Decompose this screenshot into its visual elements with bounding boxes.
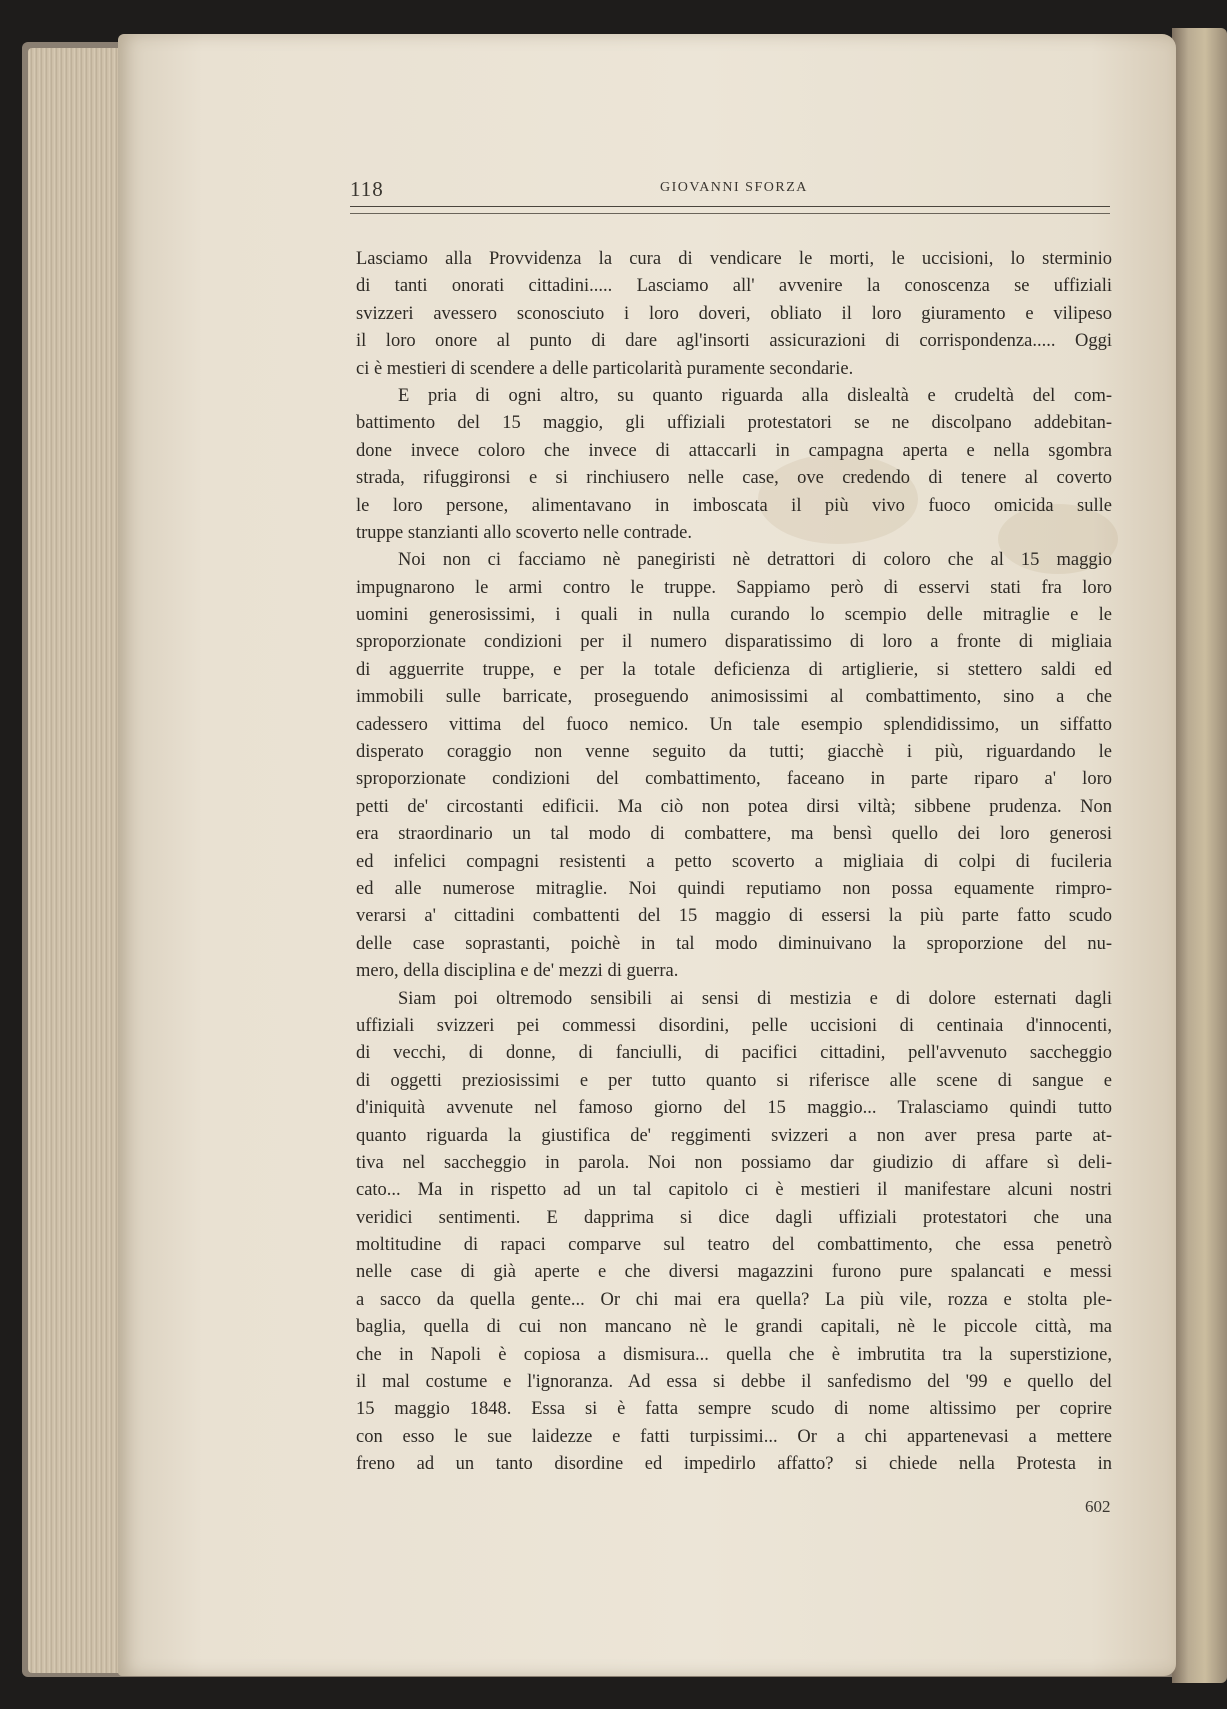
text-line: verarsi a' cittadini combattenti del 15 maggio di essersi la più parte fatto scudo [356, 906, 1112, 927]
text-line: cato... Ma in rispetto ad un tal capitolo ci è mestieri il manifestare alcuni nostri [356, 1180, 1112, 1201]
text-line: uffiziali svizzeri pei commessi disordini, pelle uccisioni di centinaia d'innocenti, [356, 1015, 1112, 1036]
text-line: di oggetti preziosissimi e per tutto quanto si riferisce alle scene di sangue e [356, 1070, 1112, 1091]
text-line: petti de' circostanti edificii. Ma ciò non potea dirsi viltà; sibbene prudenza. Non [356, 796, 1112, 817]
text-line: d'iniquità avvenute nel famoso giorno del 15 maggio... Tralasciamo quindi tutto [356, 1098, 1112, 1119]
text-line: di agguerrite truppe, e per la totale deficienza di artiglierie, si stettero saldi ed [356, 659, 1112, 680]
text-line: baglia, quella di cui non mancano nè le grandi capitali, nè le piccole città, ma [356, 1317, 1112, 1338]
facing-page-edge [1172, 28, 1227, 1683]
text-line: disperato coraggio non venne seguito da tutti; giacchè i più, riguardando le [356, 742, 1112, 763]
text-line: mero, della disciplina e de' mezzi di guerra. [356, 961, 679, 982]
text-line: il mal costume e l'ignoranza. Ad essa si debbe il sanfedismo del '99 e quello del [356, 1372, 1112, 1393]
text-line: ed infelici compagni resistenti a petto scoverto a migliaia di colpi di fucileria [356, 851, 1112, 872]
text-line: le loro persone, alimentavano in imboscata il più vivo fuoco omicida sulle [356, 495, 1112, 516]
text-line: tiva nel saccheggio in parola. Noi non possiamo dar giudizio di affare sì deli- [356, 1152, 1112, 1173]
text-line: ci è mestieri di scendere a delle particolarità puramente secondarie. [356, 358, 854, 379]
signature-mark: 602 [1085, 1497, 1111, 1516]
text-line: Lasciamo alla Provvidenza la cura di vendicare le morti, le uccisioni, lo sterminio [356, 249, 1112, 269]
text-line: svizzeri avessero sconosciuto i loro doveri, obliato il loro giuramento e vilipeso [356, 303, 1112, 324]
text-line: con esso le sue laidezze e fatti turpissimi... Or a chi appartenevasi a mettere [356, 1426, 1112, 1447]
text-line: era straordinario un tal modo di combattere, ma bensì quello dei loro generosi [356, 824, 1112, 845]
text-line: sproporzionate condizioni per il numero disparatissimo di loro a fronte di migliaia [356, 632, 1112, 653]
text-line: E pria di ogni altro, su quanto riguarda alla dislealtà e crudeltà del com- [398, 385, 1112, 406]
body-text [356, 246, 1112, 1479]
text-line: nelle case di già aperte e che diversi magazzini furono pure spalancati e messi [356, 1262, 1112, 1283]
text-line: sproporzionate condizioni del combattimento, faceano in parte riparo a' loro [356, 769, 1112, 790]
text-line: delle case soprastanti, poichè in tal modo diminuivano la sproporzione del nu- [356, 933, 1112, 954]
text-line: che in Napoli è copiosa a dismisura... quella che è imbrutita tra la superstizione, [356, 1344, 1112, 1365]
page-number: 118 [350, 177, 384, 201]
running-title: GIOVANNI SFORZA [660, 180, 808, 195]
text-line: cadessero vittima del fuoco nemico. Un tale esempio splendidissimo, un siffatto [356, 714, 1112, 735]
text-line: il loro onore al punto di dare agl'insorti assicurazioni di corrispondenza..... Oggi [356, 331, 1112, 352]
text-line: moltitudine di rapaci comparve sul teatro del combattimento, che essa penetrò [356, 1235, 1112, 1256]
text-line: ed alle numerose mitraglie. Noi quindi reputiamo non possa equamente rimpro- [356, 878, 1112, 899]
text-line: strada, rifuggironsi e si rinchiusero nelle case, ove credendo di tenere al coverto [356, 468, 1112, 489]
text-line: veridici sentimenti. E dapprima si dice dagli uffiziali protestatori che una [356, 1207, 1112, 1228]
page-edges [28, 48, 124, 1673]
text-line: a sacco da quella gente... Or chi mai era quella? La più vile, rozza e stolta ple- [356, 1289, 1112, 1310]
text-line: uomini generosissimi, i quali in nulla curando lo scempio delle mitraglie e le [356, 605, 1112, 626]
header-rule [350, 206, 1110, 207]
text-line: truppe stanzianti allo scoverto nelle contrade. [356, 522, 692, 543]
text-line: 15 maggio 1848. Essa si è fatta sempre scudo di nome altissimo per coprire [356, 1399, 1112, 1420]
text-line: Noi non ci facciamo nè panegiristi nè detrattori di coloro che al 15 maggio [398, 550, 1112, 571]
text-line: battimento del 15 maggio, gli uffiziali protestatori se ne discolpano addebitan- [356, 413, 1112, 434]
text-line: quanto riguarda la giustifica de' reggimenti svizzeri a non aver presa parte at- [356, 1125, 1112, 1146]
text-line: di tanti onorati cittadini..... Lasciamo all' avvenire la conoscenza se uffiziali [356, 276, 1112, 297]
running-head [350, 177, 1115, 205]
text-line: done invece coloro che invece di attaccarli in campagna aperta e nella sgombra [356, 440, 1112, 461]
text-line: di vecchi, di donne, di fanciulli, di pacifici cittadini, pell'avvenuto saccheggio [356, 1043, 1112, 1064]
text-line: freno ad un tanto disordine ed impedirlo affatto? si chiede nella Protesta in [356, 1454, 1112, 1475]
text-line: Siam poi oltremodo sensibili ai sensi di mestizia e di dolore esternati dagli [398, 988, 1112, 1009]
header-rule [350, 213, 1110, 214]
text-line: immobili sulle barricate, proseguendo animosissimi al combattimento, sino a che [356, 687, 1112, 708]
text-line: impugnarono le armi contro le truppe. Sappiamo però di esservi stati fra loro [356, 577, 1112, 598]
